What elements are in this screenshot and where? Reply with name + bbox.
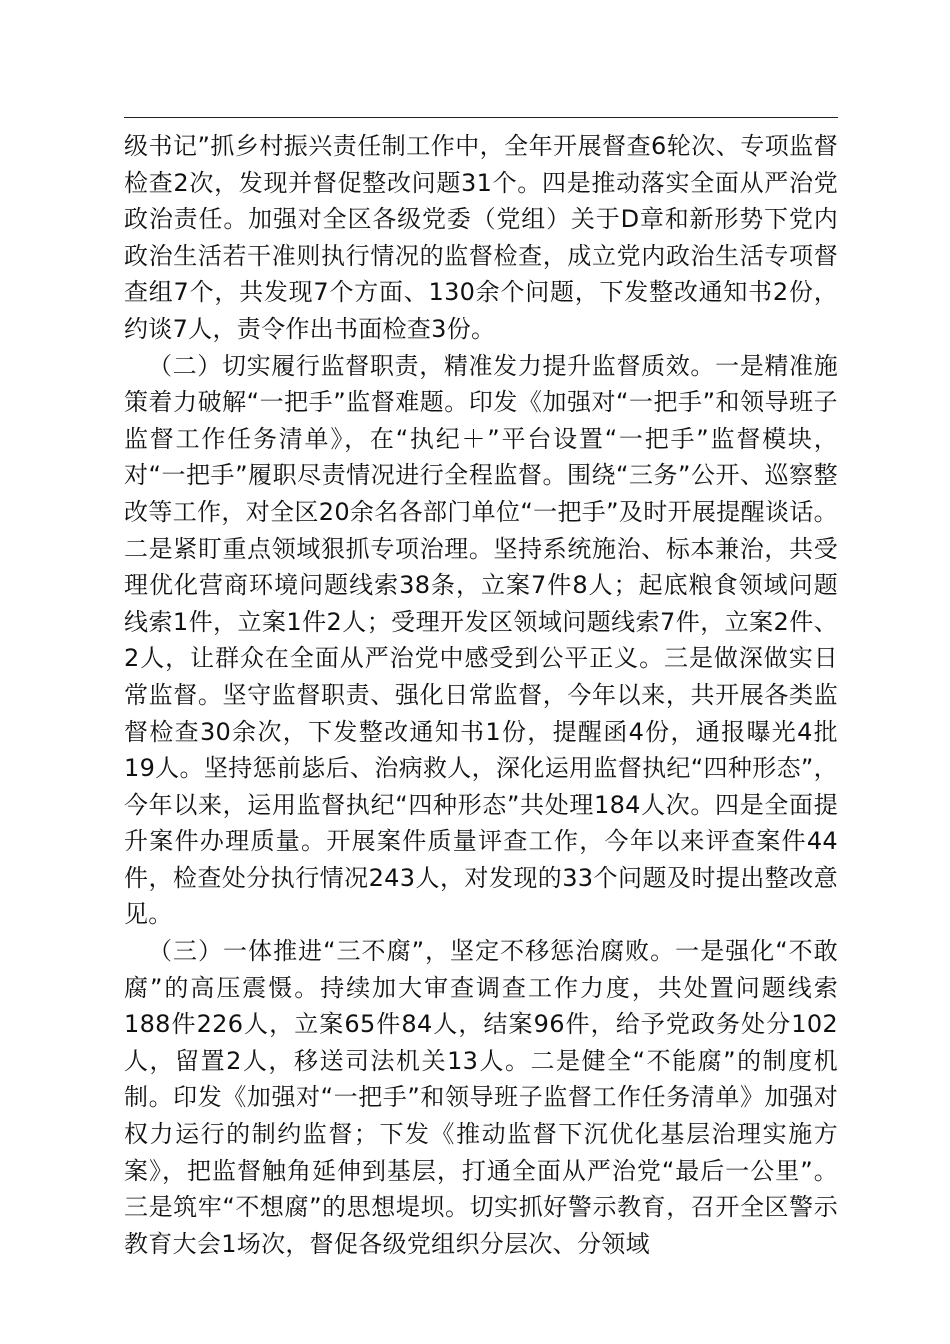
document-body [124, 128, 838, 1262]
paragraph-section-three: （三）一体推进“三不腐”，坚定不移惩治腐败。一是强化“不敢腐”的高压震慑。持续加大审查调查工作力度，共处置问题线索188件226人，立案65件84人，结案96件，给予党政务处分102人，留置2人，移送司法机关13人。二是健全“不能腐”的制度机制。印发《加强对“一把手”和领导班子监督工作任务清单》加强对权力运行的制约监督；下发《推动监督下沉优化基层治理实施方案》，把监督触角延伸到基层，打通全面从严治党“最后一公里”。三是筑牢“不想腐”的思想堤坝。切实抓好警示教育，召开全区警示教育大会1场次，督促各级党组织分层次、分领域 [124, 937, 838, 1258]
paragraph-continuation: 级书记”抓乡村振兴责任制工作中，全年开展督查6轮次、专项监督检查2次，发现并督促整改问题31个。四是推动落实全面从严治党政治责任。加强对全区各级党委（党组）关于D章和新形势下党内政治生活若干准则执行情况的监督检查，成立党内政治生活专项督查组7个，共发现7个方面、130余个问题，下发整改通知书2份，约谈7人，责令作出书面检查3份。 [124, 132, 838, 343]
paragraph-section-two: （二）切实履行监督职责，精准发力提升监督质效。一是精准施策着力破解“一把手”监督难题。印发《加强对“一把手”和领导班子监督工作任务清单》，在“执纪＋”平台设置“一把手”监督模块，对“一把手”履职尽责情况进行全程监督。围绕“三务”公开、巡察整改等工作，对全区20余名各部门单位“一把手”及时开展提醒谈话。二是紧盯重点领域狠抓专项治理。坚持系统施治、标本兼治，共受理优化营商环境问题线索38条，立案7件8人；起底粮食领域问题线索1件，立案1件2人；受理开发区领域问题线索7件，立案2件、2人，让群众在全面从严治党中感受到公平正义。三是做深做实日常监督。坚守监督职责、强化日常监督，今年以来，共开展各类监督检查30余次，下发整改通知书1份，提醒函4份，通报曝光4批19人。坚持惩前毖后、治病救人，深化运用监督执纪“四种形态”，今年以来，运用监督执纪“四种形态”共处理184人次。四是全面提升案件办理质量。开展案件质量评查工作，今年以来评查案件44件，检查处分执行情况243人，对发现的33个问题及时提出整改意见。 [124, 351, 838, 929]
header-rule [124, 117, 838, 118]
